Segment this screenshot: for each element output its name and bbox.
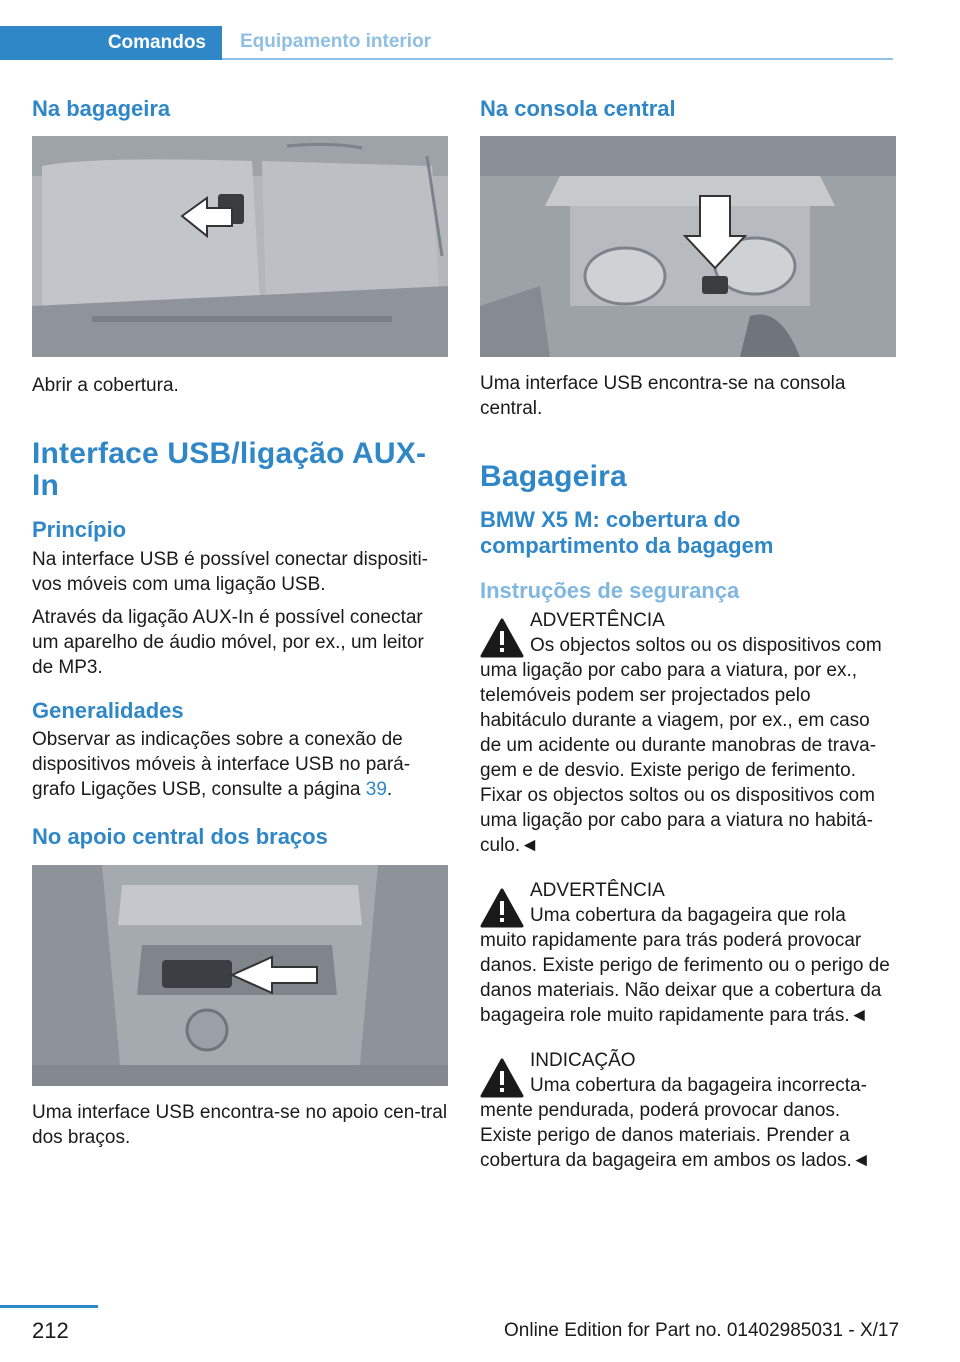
warning-triangle-icon <box>480 618 524 658</box>
paragraph-generalidades <box>32 727 448 802</box>
photo-trunk-usb <box>32 136 448 357</box>
caption-apoio-central: Uma interface USB encontra-se no apoio cen‐tral dos braços. <box>32 1101 448 1148</box>
caption-consola-central: Uma interface USB encontra-se na consola central. <box>480 373 846 420</box>
warning-text-1-content: Os objectos soltos ou os dispositivos com uma ligação por cabo para a viatura, por ex., telemóveis podem ser projectados pelo habitáculo durante a viagem, por ex., em caso de um acidente ou durante manobras de trava‐gem e de desvio. Existe perigo de ferimento. Fixar os objectos soltos ou os dispositivos com uma ligação por cabo para a viatura no habitá‐culo.◄ <box>480 635 882 857</box>
right-column <box>480 96 896 1173</box>
heading-generalidades: Generalidades <box>32 697 184 723</box>
warning-title-3: INDICAÇÃO <box>530 1050 636 1072</box>
paragraph-generalidades-end: . <box>386 779 393 801</box>
heading-principio: Princípio <box>32 517 127 543</box>
photo-trunk-graphic <box>32 136 448 357</box>
warning-text-3-content: Uma cobertura da bagageira incorrecta‐mente pendurada, poderá provocar danos. Existe perigo de danos materiais. Prender a cobertura da bagageira em ambos os lados.◄ <box>480 1075 871 1172</box>
left-column <box>32 96 448 1150</box>
tab-comandos[interactable]: Comandos <box>0 26 222 60</box>
warning-block-2 <box>480 878 896 1028</box>
heading-bagageira: Bagageira <box>480 460 627 494</box>
warning-block-3 <box>480 1048 896 1173</box>
caption-abrir-cobertura: Abrir a cobertura. <box>32 375 179 397</box>
heading-bmw-x5m-cobertura: BMW X5 M: cobertura do compartimento da bagagem <box>480 506 774 559</box>
photo-console-graphic <box>480 136 896 357</box>
warning-text-2 <box>480 903 896 1028</box>
warning-text-1 <box>480 633 896 858</box>
header <box>0 0 893 58</box>
heading-apoio-central: No apoio central dos braços <box>32 824 328 850</box>
warning-triangle-icon <box>480 888 524 928</box>
heading-instrucoes-seguranca: Instruções de segurança <box>480 577 740 603</box>
warning-text-2-content: Uma cobertura da bagageira que rola muito rapidamente para trás poderá provocar danos. Existe perigo de ferimento ou o perigo de danos materiais. Não deixar que a cobertura da bagageira role muito rapidamente para trás.◄ <box>480 905 890 1027</box>
tab-equipamento-interior[interactable]: Equipamento interior <box>222 26 893 60</box>
heading-na-bagageira: Na bagageira <box>32 96 171 121</box>
photo-console-usb <box>480 136 896 357</box>
paragraph-generalidades-text: Observar as indicações sobre a conexão de dispositivos móveis à interface USB no pará‐grafo Ligações USB, consulte a página <box>32 729 411 801</box>
warning-triangle-icon <box>480 1058 524 1098</box>
photo-armrest-usb <box>32 865 448 1086</box>
edition-note: Online Edition for Part no. 01402985031 - X/17 <box>504 1320 900 1341</box>
warning-block-1 <box>480 608 896 858</box>
warning-text-3 <box>480 1073 896 1173</box>
paragraph-principio-2: Através da ligação AUX-In é possível conectar um aparelho de áudio móvel, por ex., um leitor de MP3. <box>32 606 424 678</box>
warning-title-2: ADVERTÊNCIA <box>530 880 665 902</box>
footer-divider <box>0 1305 98 1308</box>
warning-title-1: ADVERTÊNCIA <box>530 610 665 632</box>
photo-armrest-graphic <box>32 865 448 1086</box>
heading-na-consola-central: Na consola central <box>480 96 676 121</box>
page-link-39[interactable]: 39 <box>365 779 387 801</box>
heading-interface-usb: Interface USB/ligação AUX-In <box>32 437 427 502</box>
paragraph-principio-1: Na interface USB é possível conectar dispositi‐vos móveis com uma ligação USB. <box>32 548 429 595</box>
page-number: 212 <box>32 1318 69 1343</box>
